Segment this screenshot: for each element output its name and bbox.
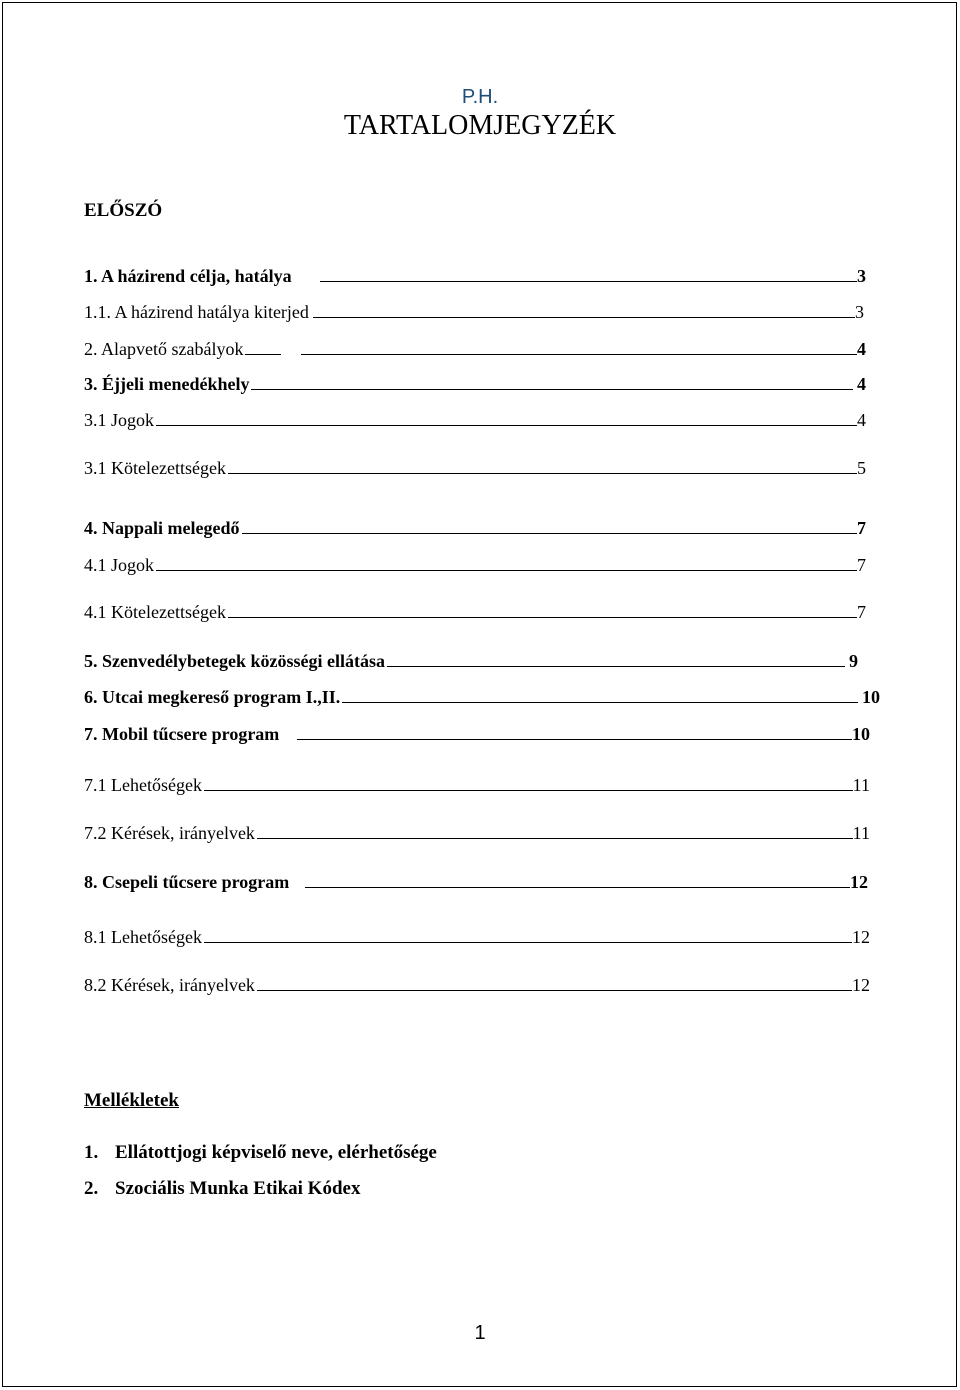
toc-entry-page: 11 <box>852 775 870 795</box>
toc-leader <box>313 316 855 318</box>
toc-entry-page: 12 <box>852 975 870 995</box>
toc-leader <box>228 472 857 474</box>
toc-entry <box>84 924 870 948</box>
appendix-heading: Mellékletek <box>84 1090 179 1111</box>
toc-entry-label: 4.1 Kötelezettségek <box>84 602 226 622</box>
toc-leader <box>242 532 858 534</box>
toc-entry <box>84 972 870 996</box>
toc-entry-label: 7.1 Lehetőségek <box>84 775 202 795</box>
toc-entry-label: 8. Csepeli tűcsere program <box>84 872 290 892</box>
toc-leader <box>342 701 858 703</box>
toc-leader <box>387 665 845 667</box>
preface-heading: ELŐSZÓ <box>84 200 163 221</box>
toc-leader <box>257 837 853 839</box>
toc-leader <box>251 388 853 390</box>
toc-leader <box>228 616 857 618</box>
toc-entry-label: 7. Mobil tűcsere program <box>84 724 280 744</box>
appendix-item-number: 2. <box>84 1178 99 1199</box>
toc-entry-label: 5. Szenvedélybetegek közösségi ellátása <box>84 651 385 671</box>
appendix-item <box>84 1142 437 1164</box>
appendix-item-number: 1. <box>84 1142 99 1163</box>
ph-mark: P.H. <box>461 86 499 108</box>
toc-entry-page: 12 <box>850 872 868 892</box>
toc-entry-page: 5 <box>857 458 866 478</box>
toc-leader <box>245 353 281 355</box>
toc-entry-label: 3. Éjjeli menedékhely <box>84 374 250 394</box>
toc-entry-page: 4 <box>857 410 866 430</box>
toc-entry <box>84 684 880 708</box>
toc-entry-label: 3.1 Jogok <box>84 410 155 430</box>
toc-leader <box>305 886 850 888</box>
toc-leader <box>301 353 857 355</box>
toc-entry-page: 12 <box>852 927 870 947</box>
toc-leader <box>320 280 857 282</box>
appendix-item <box>84 1178 360 1200</box>
toc-entry-page: 10 <box>862 687 880 707</box>
page-title: TARTALOMJEGYZÉK <box>343 110 617 141</box>
toc-entry-page: 3 <box>855 302 864 322</box>
toc-leader <box>156 424 857 426</box>
toc-leader <box>297 738 852 740</box>
toc-entry-page: 10 <box>852 724 870 744</box>
toc-entry <box>84 772 870 796</box>
toc-entry-page: 4 <box>857 339 866 359</box>
appendix-item-label: Ellátottjogi képviselő neve, elérhetősége <box>115 1142 437 1163</box>
toc-entry-label: 6. Utcai megkereső program I.,II. <box>84 687 341 707</box>
toc-entry-label: 4. Nappali melegedő <box>84 518 240 538</box>
toc-entry-label: 7.2 Kérések, irányelvek <box>84 823 255 843</box>
toc-entry <box>84 371 866 395</box>
toc-entry <box>84 599 866 623</box>
toc-entry-label: 3.1 Kötelezettségek <box>84 458 226 478</box>
toc-entry-label: 1. A házirend célja, hatálya <box>84 266 292 286</box>
toc-entry-page: 7 <box>857 555 866 575</box>
toc-entry <box>84 336 866 360</box>
toc-entry-page: 7 <box>857 602 866 622</box>
toc-entry <box>84 648 858 672</box>
appendix-item-label: Szociális Munka Etikai Kódex <box>115 1178 361 1199</box>
toc-entry-label: 4.1 Jogok <box>84 555 155 575</box>
toc-entry <box>84 263 866 287</box>
toc-entry <box>84 820 870 844</box>
toc-entry <box>84 515 866 539</box>
toc-entry-label: 8.2 Kérések, irányelvek <box>84 975 255 995</box>
toc-entry-label: 8.1 Lehetőségek <box>84 927 202 947</box>
toc-entry-label: 2. Alapvető szabályok <box>84 339 244 359</box>
toc-entry <box>84 721 870 745</box>
page-number: 1 <box>474 1322 486 1344</box>
toc-entry-page: 4 <box>857 374 866 394</box>
toc-entry-page: 7 <box>857 518 866 538</box>
toc-leader <box>204 789 853 791</box>
toc-entry-page: 11 <box>852 823 870 843</box>
toc-entry-page: 3 <box>857 266 866 286</box>
toc-entry <box>84 552 866 576</box>
toc-leader <box>204 941 852 943</box>
toc-leader <box>257 989 852 991</box>
toc-leader <box>156 569 857 571</box>
toc-entry <box>84 455 866 479</box>
toc-entry <box>84 299 864 323</box>
toc-entry-label: 1.1. A házirend hatálya kiterjed <box>84 302 309 322</box>
toc-entry <box>84 869 868 893</box>
toc-entry <box>84 407 866 431</box>
toc-entry-page: 9 <box>849 651 858 671</box>
